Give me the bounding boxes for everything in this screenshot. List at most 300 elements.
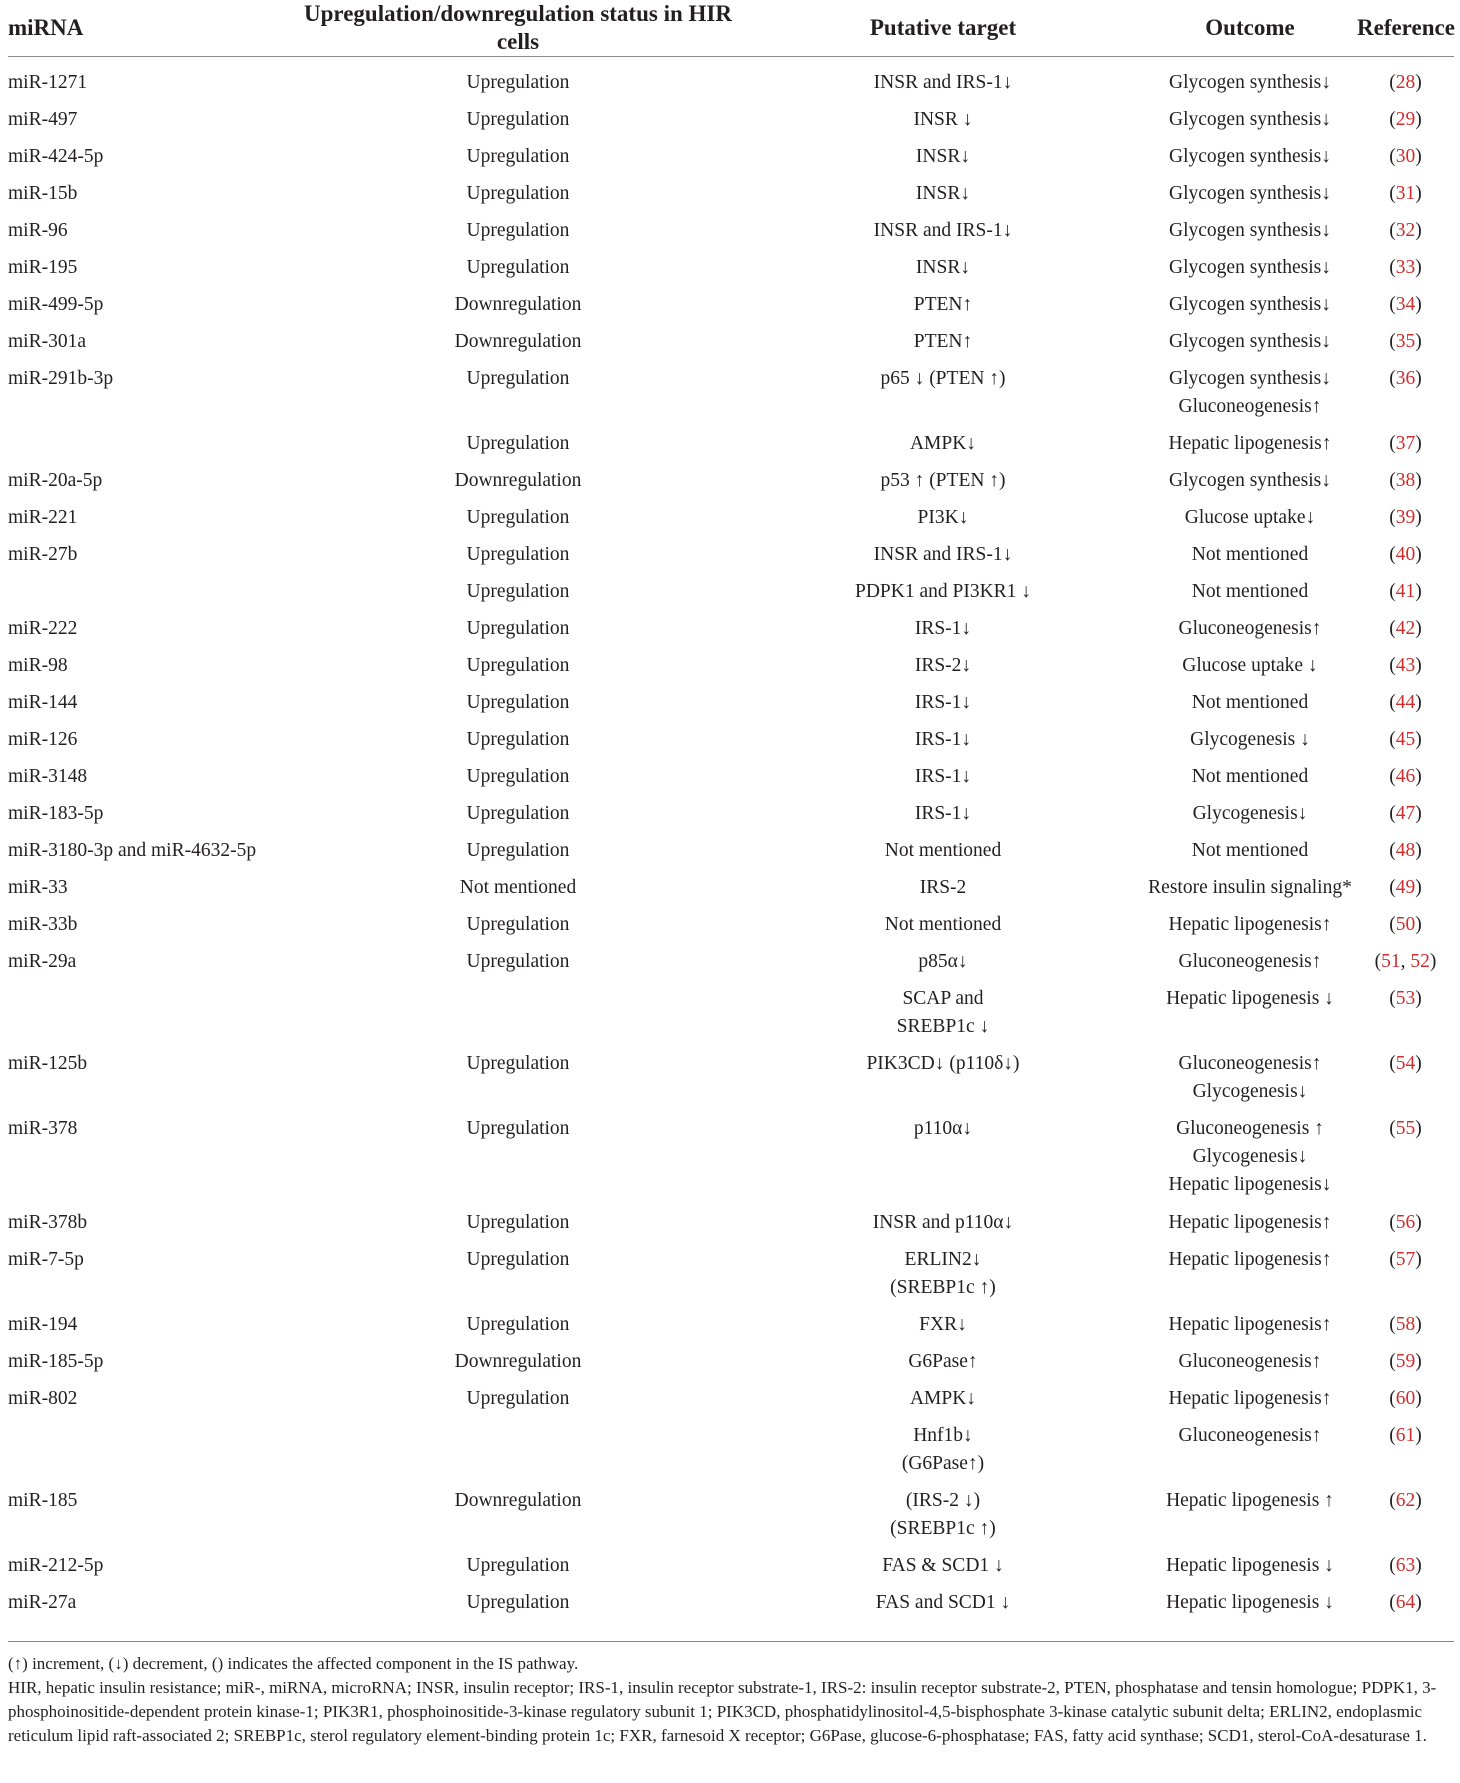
reference-link[interactable]: 46 [1395,765,1416,787]
target-line: PI3K↓ [917,506,969,528]
cell-target [743,467,1143,504]
cell-reference: (45) [1389,728,1422,750]
target-line: PTEN↑ [913,293,973,315]
table-row [8,291,1454,328]
outcome-line: Glycogenesis↓ [1192,1080,1308,1102]
outcome-line: Not mentioned [1191,691,1309,713]
cell-outcome [1143,578,1357,615]
outcome-line: Glycogen synthesis↓ [1169,367,1331,389]
target-line: (IRS-2 ↓) [905,1489,981,1511]
cell-mirna: miR-126 [8,728,78,750]
cell-reference: (36) [1389,367,1422,389]
cell-status: Upregulation [466,182,570,204]
outcome-line: Gluconeogenesis↑ [1178,395,1322,417]
outcome-line: Glycogen synthesis↓ [1169,293,1331,315]
cell-mirna: miR-291b-3p [8,367,114,389]
table-row [8,57,1454,106]
cell-outcome [1143,1115,1357,1209]
reference-link[interactable]: 32 [1395,219,1416,241]
cell-reference: (41) [1389,580,1422,602]
cell-mirna: miR-497 [8,108,78,130]
target-line: (SREBP1c ↑) [890,1517,996,1539]
cell-status: Upregulation [466,543,570,565]
cell-reference: (51, 52) [1374,950,1437,972]
cell-status: Downregulation [454,1350,582,1372]
cell-mirna: miR-185-5p [8,1350,104,1372]
cell-outcome [1143,726,1357,763]
table-row [8,800,1454,837]
target-line: IRS-2↓ [914,654,972,676]
reference-link[interactable]: 34 [1395,293,1416,315]
cell-reference: (30) [1389,145,1422,167]
cell-status: Upregulation [466,1248,570,1270]
cell-reference: (55) [1389,1117,1422,1139]
cell-target [743,254,1143,291]
target-line: p85α↓ [918,950,968,972]
target-line: SCAP and [902,987,984,1009]
target-line: p53 ↑ (PTEN ↑) [880,469,1006,491]
cell-status: Upregulation [466,72,570,93]
cell-mirna: miR-185 [8,1489,78,1511]
reference-link[interactable]: 54 [1395,1052,1416,1074]
table-row [8,1487,1454,1552]
header-status: Upregulation/downregulation status in HIR cells [293,0,743,57]
cell-reference: (29) [1389,108,1422,130]
cell-status: Upregulation [466,617,570,639]
table-row [8,1385,1454,1422]
cell-target [743,652,1143,689]
table-row [8,652,1454,689]
table-row [8,467,1454,504]
outcome-line: Not mentioned [1191,839,1309,861]
outcome-line: Glycogenesis↓ [1192,1145,1308,1167]
cell-reference: (48) [1389,839,1422,861]
reference-link[interactable]: 42 [1395,617,1416,639]
target-line: INSR ↓ [913,108,973,130]
mirna-table-container [8,0,1454,1626]
target-line: SREBP1c ↓ [896,1015,990,1037]
reference-link[interactable]: 33 [1395,256,1416,278]
target-line: IRS-1↓ [914,802,972,824]
target-line: G6Pase↑ [908,1350,978,1372]
table-row [8,1050,1454,1115]
cell-outcome [1143,1589,1357,1626]
cell-target [743,615,1143,652]
outcome-line: Glycogen synthesis↓ [1169,182,1331,204]
table-row [8,763,1454,800]
cell-status: Upregulation [466,1313,570,1335]
cell-mirna: miR-802 [8,1387,78,1409]
outcome-line: Glycogen synthesis↓ [1169,108,1331,130]
cell-status: Upregulation [466,580,570,602]
cell-target [743,726,1143,763]
target-line: p65 ↓ (PTEN ↑) [880,367,1006,389]
target-line: AMPK↓ [909,432,977,454]
target-line: IRS-1↓ [914,765,972,787]
outcome-line: Restore insulin signaling* [1148,876,1352,898]
target-line: FAS and SCD1 ↓ [875,1591,1011,1613]
outcome-line: Glycogen synthesis↓ [1169,469,1331,491]
reference-link[interactable]: 44 [1395,691,1416,713]
cell-reference: (54) [1389,1052,1422,1074]
cell-status: Upregulation [466,367,570,389]
cell-status: Upregulation [466,1117,570,1139]
table-row [8,689,1454,726]
cell-target [743,1385,1143,1422]
cell-reference: (44) [1389,691,1422,713]
cell-outcome [1143,57,1357,106]
cell-reference: (35) [1389,330,1422,352]
cell-mirna: miR-98 [8,654,68,676]
cell-status: Downregulation [454,293,582,315]
reference-link[interactable]: 29 [1395,108,1416,130]
cell-reference: (38) [1389,469,1422,491]
header-mirna: miRNA [8,0,293,57]
reference-link[interactable]: 39 [1395,506,1416,528]
reference-link[interactable]: 50 [1395,913,1416,935]
reference-link[interactable]: 55 [1395,1117,1416,1139]
cell-target [743,1487,1143,1552]
reference-link[interactable]: 51 [1381,950,1401,972]
table-row [8,430,1454,467]
cell-mirna: miR-33b [8,913,78,935]
cell-reference: (42) [1389,617,1422,639]
table-row [8,1589,1454,1626]
cell-target [743,217,1143,254]
reference-link[interactable]: 28 [1395,72,1416,93]
cell-status: Upregulation [466,802,570,824]
table-row [8,1246,1454,1311]
target-line: (G6Pase↑) [901,1452,985,1474]
reference-link[interactable]: 40 [1395,543,1416,565]
cell-reference: (50) [1389,913,1422,935]
cell-target [743,57,1143,106]
cell-outcome [1143,911,1357,948]
cell-outcome [1143,430,1357,467]
cell-target [743,1552,1143,1589]
reference-link[interactable]: 49 [1395,876,1416,898]
cell-outcome [1143,1385,1357,1422]
footnote-symbols: (↑) increment, (↓) decrement, () indicates the affected component in the IS pathway. [8,1654,579,1673]
cell-mirna: miR-499-5p [8,293,104,315]
cell-mirna: miR-3148 [8,765,88,787]
cell-outcome [1143,1552,1357,1589]
cell-mirna: miR-222 [8,617,78,639]
cell-reference: (58) [1389,1313,1422,1335]
cell-reference: (60) [1389,1387,1422,1409]
reference-link[interactable]: 52 [1410,950,1430,972]
table-row [8,254,1454,291]
cell-target [743,504,1143,541]
cell-target [743,328,1143,365]
cell-status: Upregulation [466,1211,570,1233]
table-row [8,985,1454,1050]
cell-target [743,1115,1143,1209]
outcome-line: Glycogen synthesis↓ [1169,145,1331,167]
cell-outcome [1143,837,1357,874]
cell-status: Upregulation [466,691,570,713]
outcome-line: Not mentioned [1191,765,1309,787]
cell-status: Upregulation [466,839,570,861]
table-body [8,57,1454,1626]
outcome-line: Glucose uptake ↓ [1182,654,1318,676]
cell-outcome [1143,689,1357,726]
reference-link[interactable]: 37 [1395,432,1416,454]
cell-target [743,911,1143,948]
cell-outcome [1143,328,1357,365]
cell-mirna: miR-212-5p [8,1554,104,1576]
cell-outcome [1143,985,1357,1050]
cell-target [743,541,1143,578]
outcome-line: Gluconeogenesis↑ [1178,1424,1322,1446]
target-line: INSR and IRS-1↓ [873,543,1013,565]
outcome-line: Glycogenesis ↓ [1190,728,1310,750]
cell-mirna: miR-221 [8,506,78,528]
target-line: FXR↓ [919,1313,967,1335]
cell-mirna: miR-183-5p [8,802,104,824]
cell-reference: (63) [1389,1554,1422,1576]
target-line: INSR and IRS-1↓ [873,219,1013,241]
cell-outcome [1143,180,1357,217]
cell-status: Upregulation [466,765,570,787]
target-line: IRS-1↓ [914,691,972,713]
cell-status: Upregulation [466,145,570,167]
cell-outcome [1143,143,1357,180]
cell-target [743,430,1143,467]
target-line: INSR and p110α↓ [872,1211,1014,1233]
table-row [8,504,1454,541]
outcome-line: Gluconeogenesis↑ [1178,1052,1322,1074]
outcome-line: Not mentioned [1191,543,1309,565]
cell-status: Downregulation [454,330,582,352]
target-line: Hnf1b↓ [913,1424,973,1446]
reference-link[interactable]: 38 [1395,469,1416,491]
cell-mirna: miR-424-5p [8,145,104,167]
reference-link[interactable]: 64 [1395,1591,1416,1613]
target-line: IRS-1↓ [914,617,972,639]
target-line: (SREBP1c ↑) [890,1276,996,1298]
cell-outcome [1143,541,1357,578]
cell-outcome [1143,874,1357,911]
cell-mirna: miR-7-5p [8,1248,84,1270]
outcome-line: Gluconeogenesis↑ [1178,950,1322,972]
cell-reference: (62) [1389,1489,1422,1511]
cell-reference: (43) [1389,654,1422,676]
cell-mirna: miR-27b [8,543,78,565]
outcome-line: Hepatic lipogenesis ↓ [1166,987,1334,1009]
reference-link[interactable]: 48 [1395,839,1416,861]
table-row [8,948,1454,985]
reference-link[interactable]: 56 [1395,1211,1416,1233]
cell-reference: (56) [1389,1211,1422,1233]
cell-reference: (39) [1389,506,1422,528]
cell-mirna: miR-378b [8,1211,88,1233]
cell-target [743,763,1143,800]
reference-link[interactable]: 43 [1395,654,1416,676]
cell-target [743,874,1143,911]
target-line: PTEN↑ [913,330,973,352]
table-row [8,1311,1454,1348]
table-row [8,106,1454,143]
outcome-line: Gluconeogenesis↑ [1178,1350,1322,1372]
target-line: IRS-1↓ [914,728,972,750]
outcome-line: Glycogenesis↓ [1192,802,1308,824]
cell-reference: (64) [1389,1591,1422,1613]
outcome-line: Glycogen synthesis↓ [1169,219,1331,241]
reference-link[interactable]: 58 [1395,1313,1416,1335]
cell-mirna: miR-144 [8,691,78,713]
cell-target [743,1422,1143,1487]
outcome-line: Hepatic lipogenesis↓ [1168,1173,1332,1195]
reference-link[interactable]: 36 [1395,367,1416,389]
reference-link[interactable]: 41 [1395,580,1416,602]
table-row [8,1348,1454,1385]
cell-outcome [1143,217,1357,254]
outcome-line: Gluconeogenesis ↑ [1176,1117,1324,1139]
outcome-line: Glycogen synthesis↓ [1169,330,1331,352]
cell-target [743,106,1143,143]
cell-target [743,291,1143,328]
target-line: INSR↓ [915,145,971,167]
outcome-line: Hepatic lipogenesis↑ [1168,432,1332,454]
target-line: INSR and IRS-1↓ [873,72,1013,93]
cell-reference: (31) [1389,182,1422,204]
target-line: p110α↓ [913,1117,973,1139]
cell-target [743,180,1143,217]
header-reference: Reference [1357,0,1454,57]
cell-mirna: miR-125b [8,1052,88,1074]
reference-link[interactable]: 35 [1395,330,1416,352]
reference-link[interactable]: 59 [1395,1350,1416,1372]
cell-outcome [1143,652,1357,689]
cell-status: Upregulation [466,506,570,528]
table-row [8,1552,1454,1589]
cell-target [743,578,1143,615]
cell-mirna: miR-3180-3p and miR-4632-5p [8,839,257,861]
outcome-line: Glycogen synthesis↓ [1169,72,1331,93]
target-line: AMPK↓ [909,1387,977,1409]
reference-link[interactable]: 57 [1395,1248,1416,1270]
table-row [8,615,1454,652]
reference-link[interactable]: 53 [1395,987,1416,1009]
cell-mirna: miR-378 [8,1117,78,1139]
cell-status: Upregulation [466,256,570,278]
cell-target [743,1246,1143,1311]
outcome-line: Glucose uptake↓ [1184,506,1316,528]
cell-status: Not mentioned [459,876,577,898]
target-line: IRS-2 [919,876,967,898]
outcome-line: Gluconeogenesis↑ [1178,617,1322,639]
outcome-line: Hepatic lipogenesis ↑ [1166,1489,1334,1511]
reference-link[interactable]: 31 [1395,182,1416,204]
reference-link[interactable]: 45 [1395,728,1416,750]
table-header [8,0,1454,57]
cell-target [743,985,1143,1050]
cell-mirna: miR-96 [8,219,68,241]
outcome-line: Hepatic lipogenesis↑ [1168,913,1332,935]
reference-link[interactable]: 60 [1395,1387,1416,1409]
cell-status: Downregulation [454,469,582,491]
cell-target [743,1209,1143,1246]
cell-mirna [8,985,293,1050]
cell-mirna: miR-27a [8,1591,77,1613]
table-row [8,328,1454,365]
table-row [8,1422,1454,1487]
table-row [8,541,1454,578]
outcome-line: Hepatic lipogenesis↑ [1168,1387,1332,1409]
cell-target [743,1050,1143,1115]
target-line: INSR↓ [915,182,971,204]
reference-link[interactable]: 62 [1395,1489,1416,1511]
cell-outcome [1143,365,1357,430]
reference-link[interactable]: 47 [1395,802,1416,824]
cell-outcome [1143,106,1357,143]
cell-outcome [1143,1311,1357,1348]
reference-link[interactable]: 30 [1395,145,1416,167]
cell-outcome [1143,1050,1357,1115]
cell-status: Upregulation [466,1591,570,1613]
cell-status: Upregulation [466,1052,570,1074]
mirna-table [8,0,1454,1626]
cell-outcome [1143,1246,1357,1311]
reference-link[interactable]: 63 [1395,1554,1416,1576]
cell-target [743,689,1143,726]
target-line: INSR↓ [915,256,971,278]
cell-target [743,143,1143,180]
cell-reference: (33) [1389,256,1422,278]
table-row [8,143,1454,180]
outcome-line: Hepatic lipogenesis↑ [1168,1313,1332,1335]
outcome-line: Hepatic lipogenesis↑ [1168,1248,1332,1270]
cell-outcome [1143,1487,1357,1552]
cell-reference: (37) [1389,432,1422,454]
cell-outcome [1143,504,1357,541]
cell-status: Downregulation [454,1489,582,1511]
cell-mirna: miR-15b [8,182,78,204]
cell-target [743,1589,1143,1626]
cell-outcome [1143,763,1357,800]
header-target: Putative target [743,0,1143,57]
cell-status: Upregulation [466,219,570,241]
table-row [8,1209,1454,1246]
table-footnotes [8,1641,1454,1748]
table-row [8,874,1454,911]
cell-reference: (28) [1389,72,1422,93]
cell-outcome [1143,1348,1357,1385]
table-row [8,837,1454,874]
cell-outcome [1143,1422,1357,1487]
cell-mirna: miR-194 [8,1313,78,1335]
cell-reference: (57) [1389,1248,1422,1270]
outcome-line: Glycogen synthesis↓ [1169,256,1331,278]
reference-link[interactable]: 61 [1395,1424,1416,1446]
cell-outcome [1143,291,1357,328]
cell-outcome [1143,467,1357,504]
outcome-line: Hepatic lipogenesis ↓ [1166,1554,1334,1576]
cell-mirna [8,578,293,615]
cell-outcome [1143,1209,1357,1246]
cell-reference: (46) [1389,765,1422,787]
cell-status: Upregulation [466,108,570,130]
cell-outcome [1143,800,1357,837]
cell-status: Upregulation [466,728,570,750]
cell-reference: (61) [1389,1424,1422,1446]
cell-target [743,1348,1143,1385]
target-line: ERLIN2↓ [904,1248,982,1270]
cell-status [293,1422,743,1487]
cell-target [743,800,1143,837]
cell-mirna [8,430,293,467]
